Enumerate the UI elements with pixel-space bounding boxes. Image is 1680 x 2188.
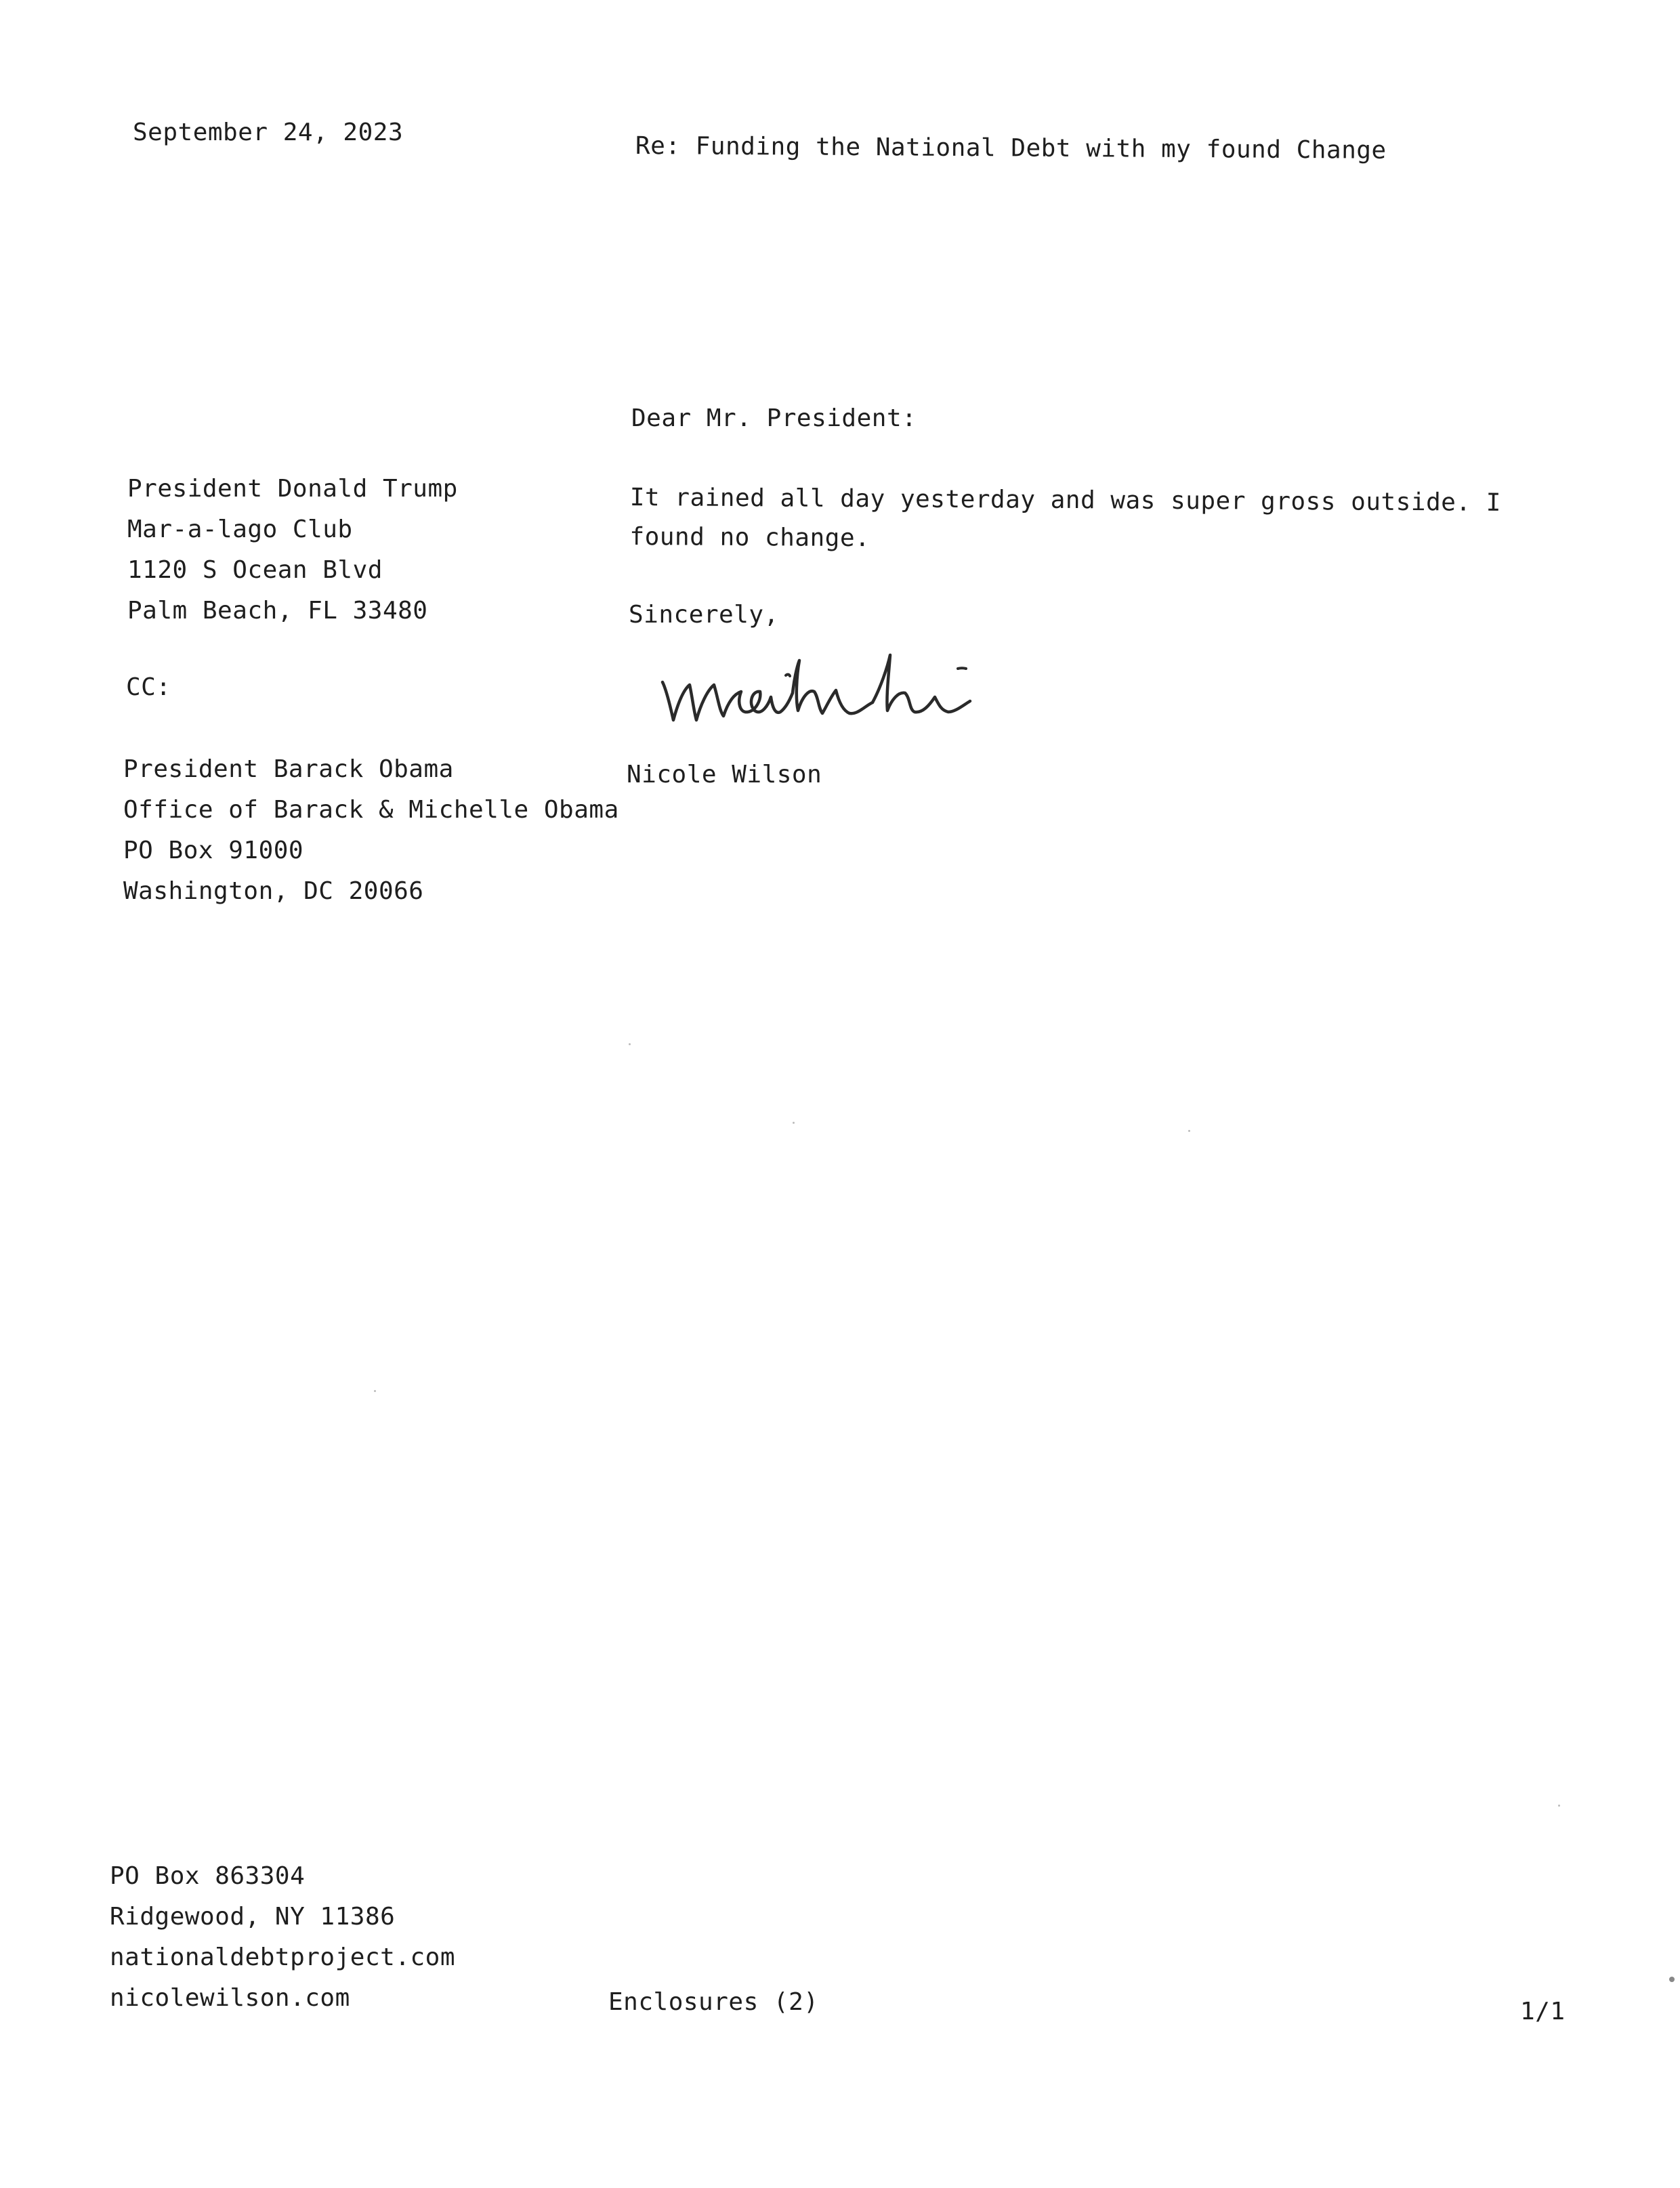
footer-line: nicolewilson.com [110, 1984, 350, 2012]
scan-speck [1558, 1805, 1560, 1807]
cc-recipient-line: PO Box 91000 [123, 837, 304, 864]
salutation: Dear Mr. President: [631, 404, 917, 432]
letter-subject: Re: Funding the National Debt with my found Change [635, 132, 1387, 165]
scan-speck [793, 1122, 795, 1124]
letter-body: It rained all day yesterday and was super gross outside. I found no change. [629, 483, 1502, 553]
scan-speck [374, 1390, 376, 1392]
footer-line: Ridgewood, NY 11386 [110, 1903, 396, 1931]
handwritten-signature [657, 640, 982, 735]
recipient-line: Palm Beach, FL 33480 [127, 597, 428, 625]
recipient-address [127, 469, 458, 631]
recipient-line: Mar-a-lago Club [127, 516, 353, 543]
cc-recipient-address [123, 749, 619, 912]
cc-recipient-line: Office of Barack & Michelle Obama [123, 796, 619, 824]
scan-speck [1188, 1130, 1190, 1132]
letter-date: September 24, 2023 [133, 119, 404, 146]
scan-speck [629, 1043, 631, 1045]
cc-recipient-line: Washington, DC 20066 [123, 877, 424, 905]
footer-sender-address [110, 1856, 455, 2019]
page-number: 1/1 [1520, 1998, 1566, 2025]
cc-label: CC: [126, 673, 171, 701]
footer-line: PO Box 863304 [110, 1862, 306, 1890]
scan-speck [1669, 1977, 1675, 1982]
sender-name: Nicole Wilson [627, 761, 822, 788]
recipient-line: President Donald Trump [127, 475, 458, 503]
recipient-line: 1120 S Ocean Blvd [127, 556, 383, 584]
cc-recipient-line: President Barack Obama [123, 755, 454, 783]
footer-line: nationaldebtproject.com [110, 1943, 455, 1971]
enclosures-note: Enclosures (2) [608, 1988, 819, 2016]
closing: Sincerely, [629, 601, 779, 629]
